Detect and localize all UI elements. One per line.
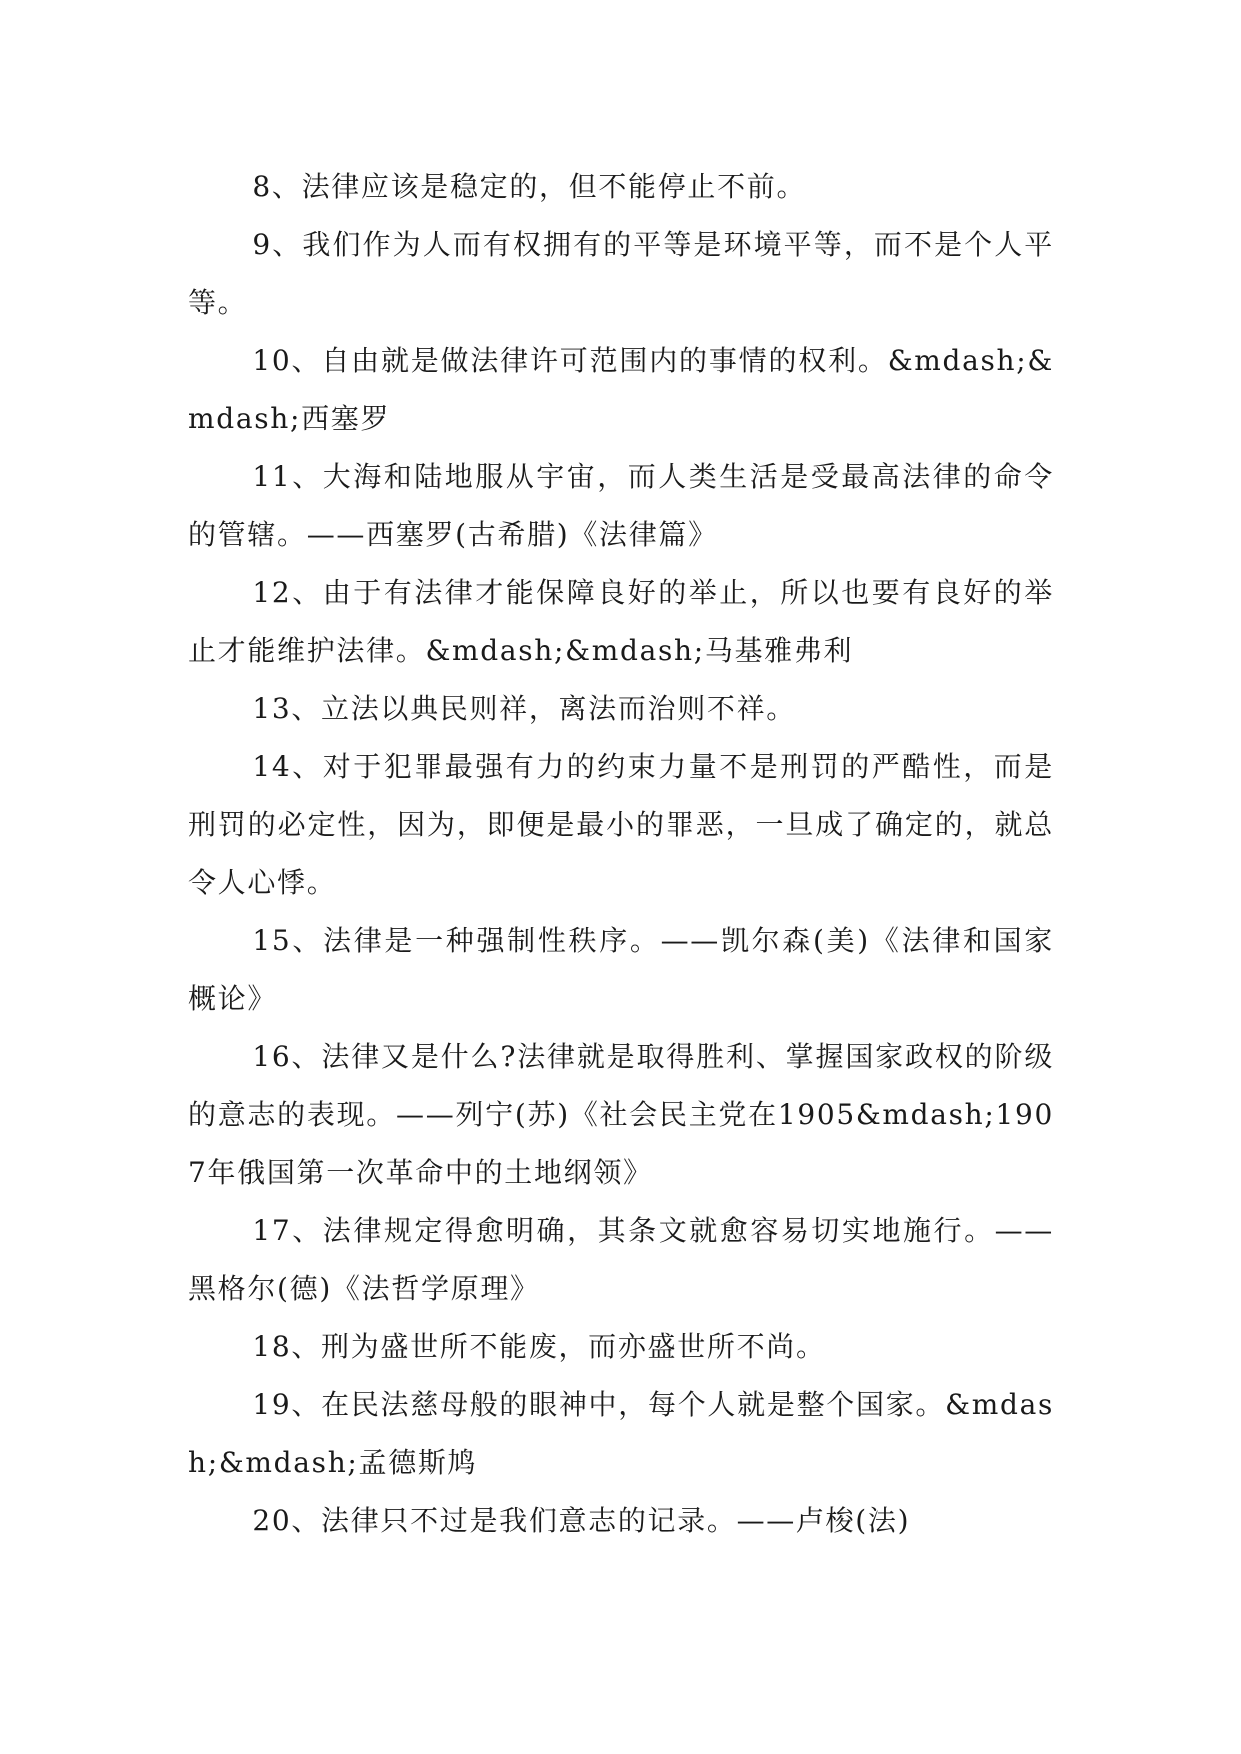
quote-paragraph-18: 18、刑为盛世所不能废，而亦盛世所不尚。 xyxy=(252,1330,826,1363)
quote-paragraph-15: 15、法律是一种强制性秩序。——凯尔森(美)《法律和国家概论》 xyxy=(188,924,1054,1015)
quote-paragraph-17: 17、法律规定得愈明确，其条文就愈容易切实地施行。——黑格尔(德)《法哲学原理》 xyxy=(188,1214,1054,1305)
quote-paragraph-19: 19、在民法慈母般的眼神中，每个人就是整个国家。&mdash;&mdash;孟德斯鸠 xyxy=(188,1388,1054,1479)
quote-paragraph-12: 12、由于有法律才能保障良好的举止，所以也要有良好的举止才能维护法律。&mdash;&mdash;马基雅弗利 xyxy=(188,576,1054,667)
quote-paragraph-14: 14、对于犯罪最强有力的约束力量不是刑罚的严酷性，而是刑罚的必定性，因为，即便是最小的罪恶，一旦成了确定的，就总令人心悸。 xyxy=(188,750,1054,899)
quote-paragraph-11: 11、大海和陆地服从宇宙，而人类生活是受最高法律的命令的管辖。——西塞罗(古希腊)《法律篇》 xyxy=(188,460,1054,551)
quote-paragraph-16: 16、法律又是什么?法律就是取得胜利、掌握国家政权的阶级的意志的表现。——列宁(苏)《社会民主党在1905&mdash;1907年俄国第一次革命中的土地纲领》 xyxy=(188,1040,1054,1189)
quote-paragraph-13: 13、立法以典民则祥，离法而治则不祥。 xyxy=(252,692,796,725)
quote-paragraph-20: 20、法律只不过是我们意志的记录。——卢梭(法) xyxy=(252,1504,911,1537)
document-body xyxy=(188,158,1054,1550)
quote-paragraph-9: 9、我们作为人而有权拥有的平等是环境平等，而不是个人平等。 xyxy=(188,228,1054,319)
quote-paragraph-10: 10、自由就是做法律许可范围内的事情的权利。&mdash;&mdash;西塞罗 xyxy=(188,344,1054,435)
quote-paragraph-8: 8、法律应该是稳定的，但不能停止不前。 xyxy=(252,170,807,203)
